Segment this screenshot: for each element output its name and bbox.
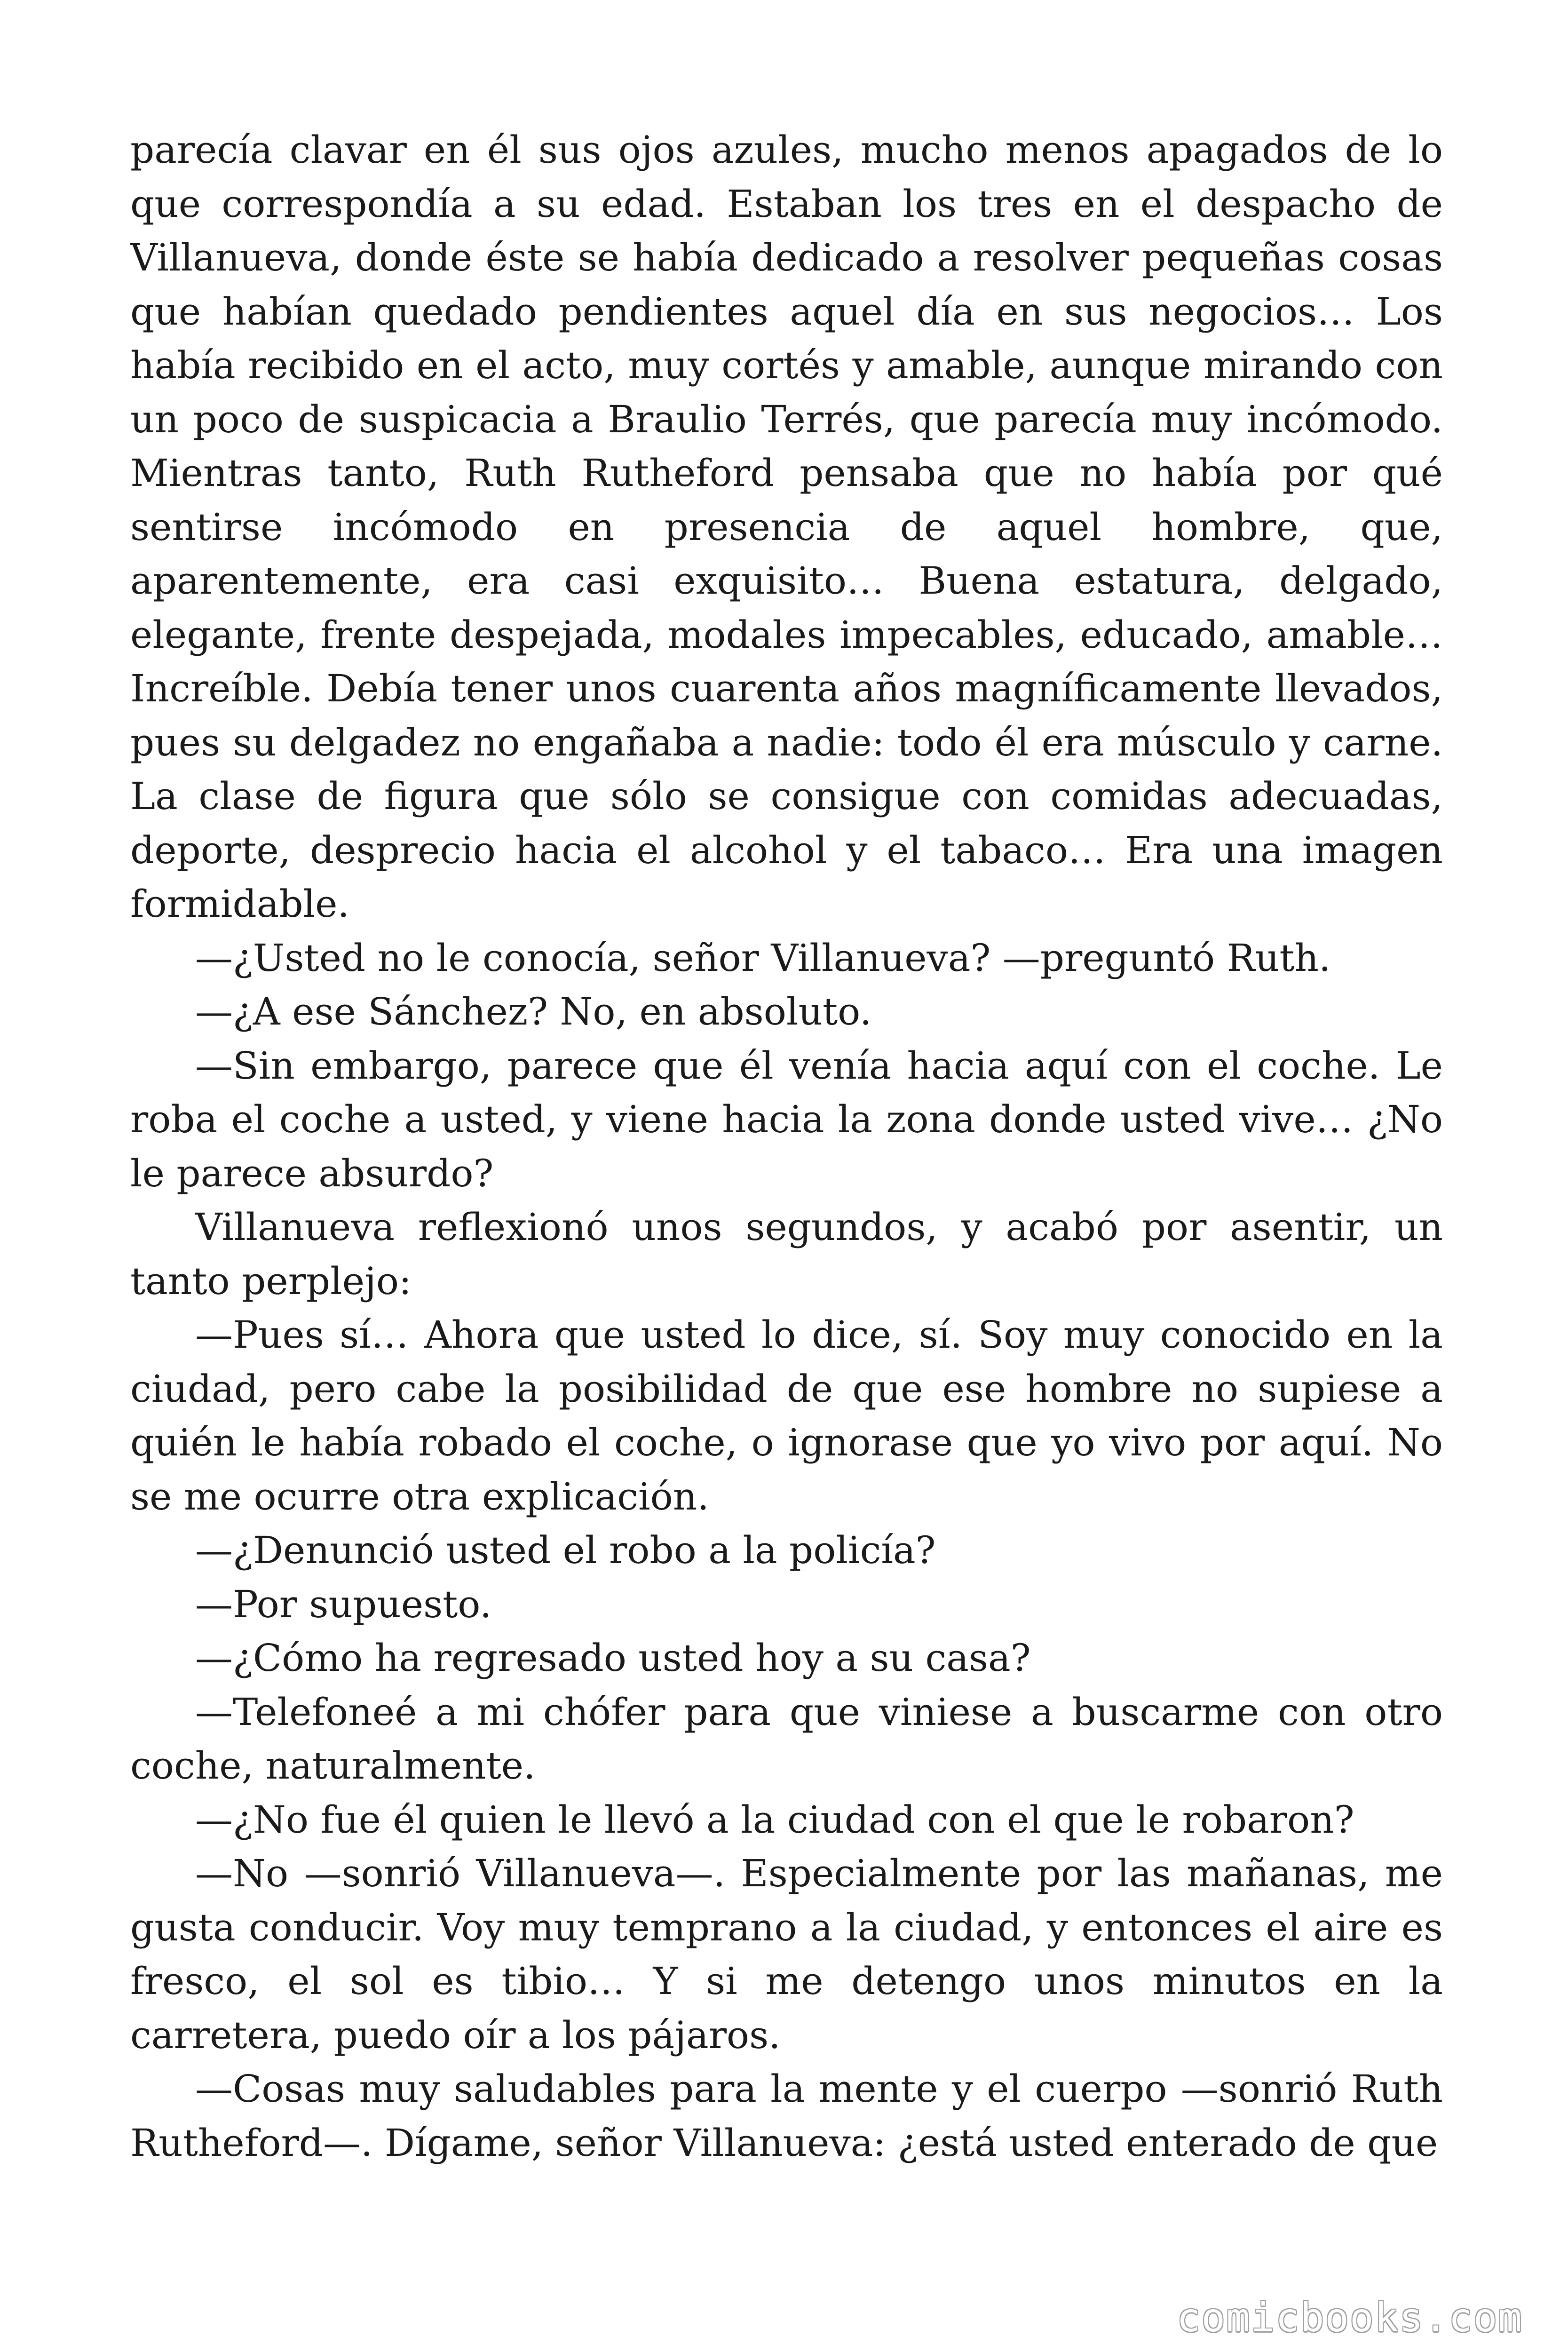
paragraph: —Pues sí… Ahora que usted lo dice, sí. Soy muy conocido en la ciudad, pero cabe la posibilidad de que ese hombre no supiese a quién le había robado el coche, o ignorase que yo vivo por aquí. No se me ocurre otra explicación.	[130, 1313, 1443, 1518]
paragraph: —¿No fue él quien le llevó a la ciudad con el que le robaron?	[195, 1797, 1354, 1842]
paragraph: —¿Denunció usted el robo a la policía?	[195, 1528, 936, 1572]
paragraph: —Telefoneé a mi chófer para que viniese a buscarme con otro coche, naturalmente.	[130, 1690, 1443, 1788]
paragraph: —No —sonrió Villanueva—. Especialmente por las mañanas, me gusta conducir. Voy muy temprano a la ciudad, y entonces el aire es fresco, el sol es tibio… Y si me detengo unos minutos en la carretera, puedo oír a los pájaros.	[130, 1851, 1443, 2057]
body-text	[130, 123, 1443, 2170]
paragraph: —¿Cómo ha regresado usted hoy a su casa?	[195, 1636, 1031, 1680]
paragraph: —¿A ese Sánchez? No, en absoluto.	[195, 990, 872, 1033]
paragraph: —Cosas muy saludables para la mente y el cuerpo —sonrió Ruth Rutheford—. Dígame, señor Villanueva: ¿está usted enterado de que	[130, 2067, 1443, 2165]
paragraph: —¿Usted no le conocía, señor Villanueva? —preguntó Ruth.	[195, 936, 1331, 980]
paragraph: parecía clavar en él sus ojos azules, mucho menos apagados de lo que correspondía a su edad. Estaban los tres en el despacho de Villanueva, donde éste se había dedicado a resolver pequeñas cosas que habían quedado pendientes aquel día en sus negocios… Los había recibido en el acto, muy cortés y amable, aunque mirando con un poco de suspicacia a Braulio Terrés, que parecía muy incómodo. Mientras tanto, Ruth Rutheford pensaba que no había por qué sentirse incómodo en presencia de aquel hombre, que, aparentemente, era casi exquisito… Buena estatura, delgado, elegante, frente despejada, modales impecables, educado, amable… Increíble. Debía tener unos cuarenta años magníficamente llevados, pues su delgadez no engañaba a nadie: todo él era músculo y carne. La clase de figura que sólo se consigue con comidas adecuadas, deporte, desprecio hacia el alcohol y el tabaco… Era una imagen formidable.	[130, 128, 1443, 926]
paragraph: —Sin embargo, parece que él venía hacia aquí con el coche. Le roba el coche a usted, y viene hacia la zona donde usted vive… ¿No le parece absurdo?	[130, 1043, 1443, 1195]
paragraph: Villanueva reflexionó unos segundos, y acabó por asentir, un tanto perplejo:	[130, 1205, 1443, 1303]
paragraph: —Por supuesto.	[195, 1582, 492, 1626]
watermark-logo: comicbooks.com	[1176, 2295, 1523, 2341]
